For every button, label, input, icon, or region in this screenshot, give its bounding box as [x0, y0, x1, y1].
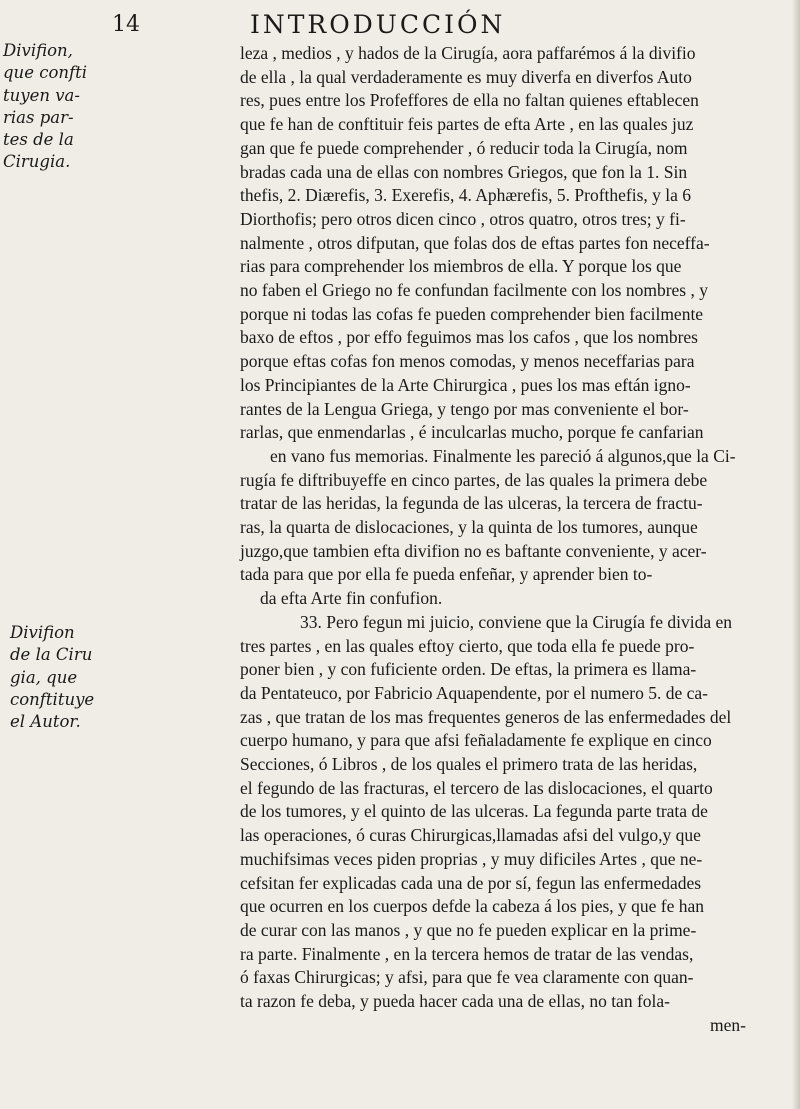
margin-note-line: de la Ciru	[10, 645, 93, 665]
body-line: leza , medios , y hados de la Cirugía, aora paffarémos á la divifio	[240, 43, 696, 63]
margin-note-line: tes de la	[3, 130, 74, 150]
margin-note-line: el Autor.	[10, 712, 81, 732]
body-line: juzgo,que tambien efta divifion no es baftante conveniente, y acer-	[240, 540, 707, 561]
body-line: thefis, 2. Diærefis, 3. Exerefis, 4. Aphærefis, 5. Profthefis, y la 6	[240, 185, 692, 206]
margin-note-line: Divifion	[10, 623, 75, 642]
body-line: rantes de la Lengua Griega, y tengo por mas conveniente el bor-	[240, 398, 689, 419]
page-header	[60, 8, 800, 42]
body-line: rugía fe diftribuyeffe en cinco partes, de las quales la primera debe	[240, 469, 708, 490]
body-line: los Principiantes de la Arte Chirurgica , pues los mas eftán igno-	[240, 374, 691, 395]
margin-note-line: rias par-	[3, 107, 74, 127]
body-line: que ocurren en los cuerpos defde la cabeza á los pies, y que fe han	[240, 896, 705, 917]
body-line: en vano fus memorias. Finalmente les pareció á algunos,que la Ci-	[270, 445, 736, 466]
body-line: da efta Arte fin confufion.	[260, 588, 443, 609]
page-edge-shadow	[792, 0, 800, 1109]
body-line: cefsitan fer explicadas cada una de por sí, fegun las enfermedades	[240, 872, 702, 893]
body-line: de ella , la qual verdaderamente es muy diverfa en diverfos Auto	[240, 66, 692, 87]
body-line: las operaciones, ó curas Chirurgicas,llamadas afsi del vulgo,y que	[240, 825, 701, 846]
body-line: tada para que por ella fe pueda enfeñar, y aprender bien to-	[240, 564, 653, 585]
body-line: ra parte. Finalmente , en la tercera hemos de tratar de las vendas,	[240, 943, 694, 964]
body-line: porque ni todas las cofas fe pueden comprehender bien facilmente	[240, 303, 704, 324]
body-line: da Pentateuco, por Fabricio Aquapendente, por el numero 5. de ca-	[240, 682, 708, 703]
body-line: Secciones, ó Libros , de los quales el primero trata de las heridas,	[240, 754, 698, 774]
running-title: INTRODUCCIÓN	[250, 10, 506, 39]
body-line: bradas cada una de ellas con nombres Griegos, que fon la 1. Sin	[240, 161, 688, 182]
margin-note-line: que confti	[3, 63, 88, 83]
body-line: zas , que tratan de los mas frequentes generos de las enfermedades del	[240, 706, 732, 727]
margin-note-line: Divifion,	[3, 41, 73, 60]
body-line: cuerpo humano, y para que afsi feñaladamente fe explique en cinco	[240, 730, 712, 751]
body-line: el fegundo de las fracturas, el tercero de las dislocaciones, el quarto	[240, 777, 713, 798]
body-line: nalmente , otros difputan, que folas dos de eftas partes fon neceffa-	[240, 232, 710, 253]
body-line: tratar de las heridas, la fegunda de las ulceras, la tercera de fractu-	[240, 493, 703, 514]
body-line: men-	[710, 1014, 746, 1035]
body-line: rarlas, que enmendarlas , é inculcarlas mucho, porque fe canfarian	[240, 422, 704, 443]
body-line: de los tumores, y el quinto de las ulceras. La fegunda parte trata de	[240, 801, 708, 822]
body-line: ta razon fe deba, y pueda hacer cada una de ellas, no tan fola-	[240, 991, 670, 1011]
margin-note-line: Cirugia.	[3, 152, 71, 172]
body-line: poner bien , y con fuficiente orden. De eftas, la primera es llama-	[240, 659, 697, 680]
body-line: que fe han de conftituir feis partes de efta Arte , en las quales juz	[240, 114, 694, 135]
margin-note-line: conftituye	[10, 689, 95, 709]
margin-note-line: gia, que	[10, 667, 78, 687]
body-line: porque eftas cofas fon menos comodas, y menos neceffarias para	[240, 351, 695, 372]
body-line: de curar con las manos , y que no fe pueden explicar en la prime-	[240, 919, 697, 940]
page-number: 14	[112, 12, 140, 37]
body-line: rias para comprehender los miembros de ella. Y porque los que	[240, 256, 682, 277]
body-line: Diorthofis; pero otros dicen cinco , otros quatro, otros tres; y fi-	[240, 208, 686, 229]
body-line: baxo de eftos , por effo feguimos mas los cafos , que los nombres	[240, 327, 698, 348]
body-line: no faben el Griego no fe confundan facilmente con los nombres , y	[240, 280, 708, 300]
body-line: ó faxas Chirurgicas; y afsi, para que fe vea claramente con quan-	[240, 967, 694, 988]
margin-note-line: tuyen va-	[3, 85, 80, 105]
body-line: res, pues entre los Profeffores de ella no faltan quienes eftablecen	[240, 90, 699, 111]
margin-note-division	[3, 40, 88, 174]
body-line: gan que fe puede comprehender , ó reducir toda la Cirugía, nom	[240, 137, 688, 158]
margin-note-author-division	[10, 622, 95, 733]
body-line: ras, la quarta de dislocaciones, y la quinta de los tumores, aunque	[240, 517, 698, 537]
body-line: 33. Pero fegun mi juicio, conviene que la Cirugía fe divida en	[300, 611, 733, 632]
body-line: tres partes , en las quales eftoy cierto, que toda ella fe puede pro-	[240, 635, 695, 656]
body-line: muchifsimas veces piden proprias , y muy dificiles Artes , que ne-	[240, 848, 703, 869]
